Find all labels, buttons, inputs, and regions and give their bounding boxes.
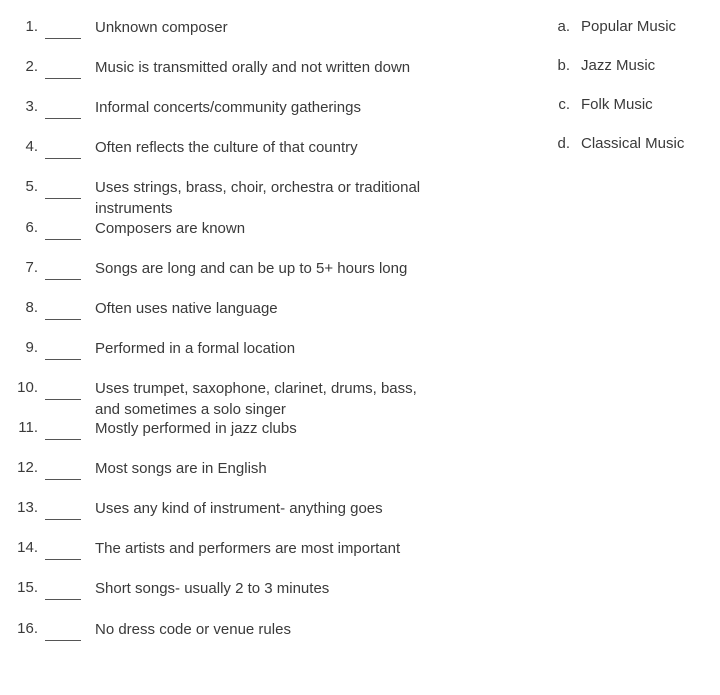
question-text: No dress code or venue rules — [95, 620, 291, 638]
answer-blank[interactable] — [45, 338, 81, 360]
option-letter: b. — [557, 57, 570, 74]
question-text: Composers are known — [95, 219, 246, 237]
answer-option — [540, 134, 715, 156]
question-number: 15. — [17, 579, 38, 597]
answer-blank[interactable] — [45, 17, 81, 39]
question-row — [0, 258, 480, 288]
answer-blank[interactable] — [45, 578, 81, 600]
answer-blank[interactable] — [45, 619, 81, 641]
question-text: Music is transmitted orally and not written down — [95, 59, 411, 77]
question-row — [0, 97, 480, 127]
question-number: 5. — [25, 178, 38, 196]
question-number: 4. — [25, 138, 38, 156]
option-letter: c. — [558, 96, 570, 113]
question-text: Uses any kind of instrument- anything goes — [95, 500, 383, 518]
answer-option — [540, 56, 715, 78]
question-text: Mostly performed in jazz clubs — [95, 420, 297, 437]
answer-blank[interactable] — [45, 218, 81, 240]
question-text: The artists and performers are most important — [95, 540, 401, 558]
answer-blank[interactable] — [45, 97, 81, 119]
question-number: 2. — [25, 58, 38, 76]
answer-blank[interactable] — [45, 378, 81, 400]
answer-blank[interactable] — [45, 177, 81, 199]
question-number: 9. — [25, 338, 38, 356]
question-row — [0, 418, 480, 448]
answer-option — [540, 95, 715, 117]
question-number: 14. — [17, 539, 38, 557]
question-number: 6. — [25, 218, 38, 236]
question-row — [0, 177, 480, 218]
question-text: Often uses native language — [95, 299, 278, 317]
answer-blank[interactable] — [45, 258, 81, 280]
question-row — [0, 137, 480, 167]
question-text: Informal concerts/community gatherings — [95, 99, 361, 117]
question-text: Uses strings, brass, choir, orchestra or traditional instruments — [95, 179, 421, 218]
question-row — [0, 578, 480, 608]
question-row — [0, 298, 480, 328]
question-number: 1. — [25, 18, 38, 35]
answer-blank[interactable] — [45, 298, 81, 320]
question-number: 8. — [25, 298, 38, 316]
option-label: Jazz Music — [581, 57, 656, 74]
question-text: Performed in a formal location — [95, 339, 296, 357]
option-letter: a. — [557, 18, 570, 35]
question-number: 11. — [18, 419, 38, 436]
question-row — [0, 538, 480, 568]
answer-blank[interactable] — [45, 458, 81, 480]
option-label: Popular Music — [581, 18, 677, 35]
answer-blank[interactable] — [45, 498, 81, 520]
question-row — [0, 218, 480, 248]
question-text: Uses trumpet, saxophone, clarinet, drums, bass, and sometimes a solo singer — [95, 379, 417, 418]
question-text: Songs are long and can be up to 5+ hours long — [95, 259, 408, 277]
answer-blank[interactable] — [45, 538, 81, 560]
question-number: 13. — [17, 499, 38, 517]
question-text: Most songs are in English — [95, 460, 267, 478]
question-number: 7. — [25, 258, 38, 276]
option-label: Classical Music — [581, 135, 685, 152]
question-number: 3. — [25, 98, 38, 116]
question-text: Short songs- usually 2 to 3 minutes — [95, 580, 330, 598]
question-row — [0, 619, 480, 649]
question-row — [0, 57, 480, 87]
question-row — [0, 498, 480, 528]
answer-blank[interactable] — [45, 57, 81, 79]
question-number: 16. — [17, 619, 38, 637]
answer-blank[interactable] — [45, 418, 81, 440]
answer-option — [540, 17, 715, 39]
question-number: 12. — [17, 459, 38, 477]
question-row — [0, 458, 480, 488]
question-number: 10. — [17, 378, 38, 396]
question-row — [0, 17, 480, 47]
option-letter: d. — [557, 135, 570, 152]
option-label: Folk Music — [581, 96, 653, 113]
answer-blank[interactable] — [45, 137, 81, 159]
question-text: Often reflects the culture of that country — [95, 139, 358, 157]
question-row — [0, 338, 480, 368]
question-row — [0, 378, 480, 418]
question-text: Unknown composer — [95, 19, 228, 36]
